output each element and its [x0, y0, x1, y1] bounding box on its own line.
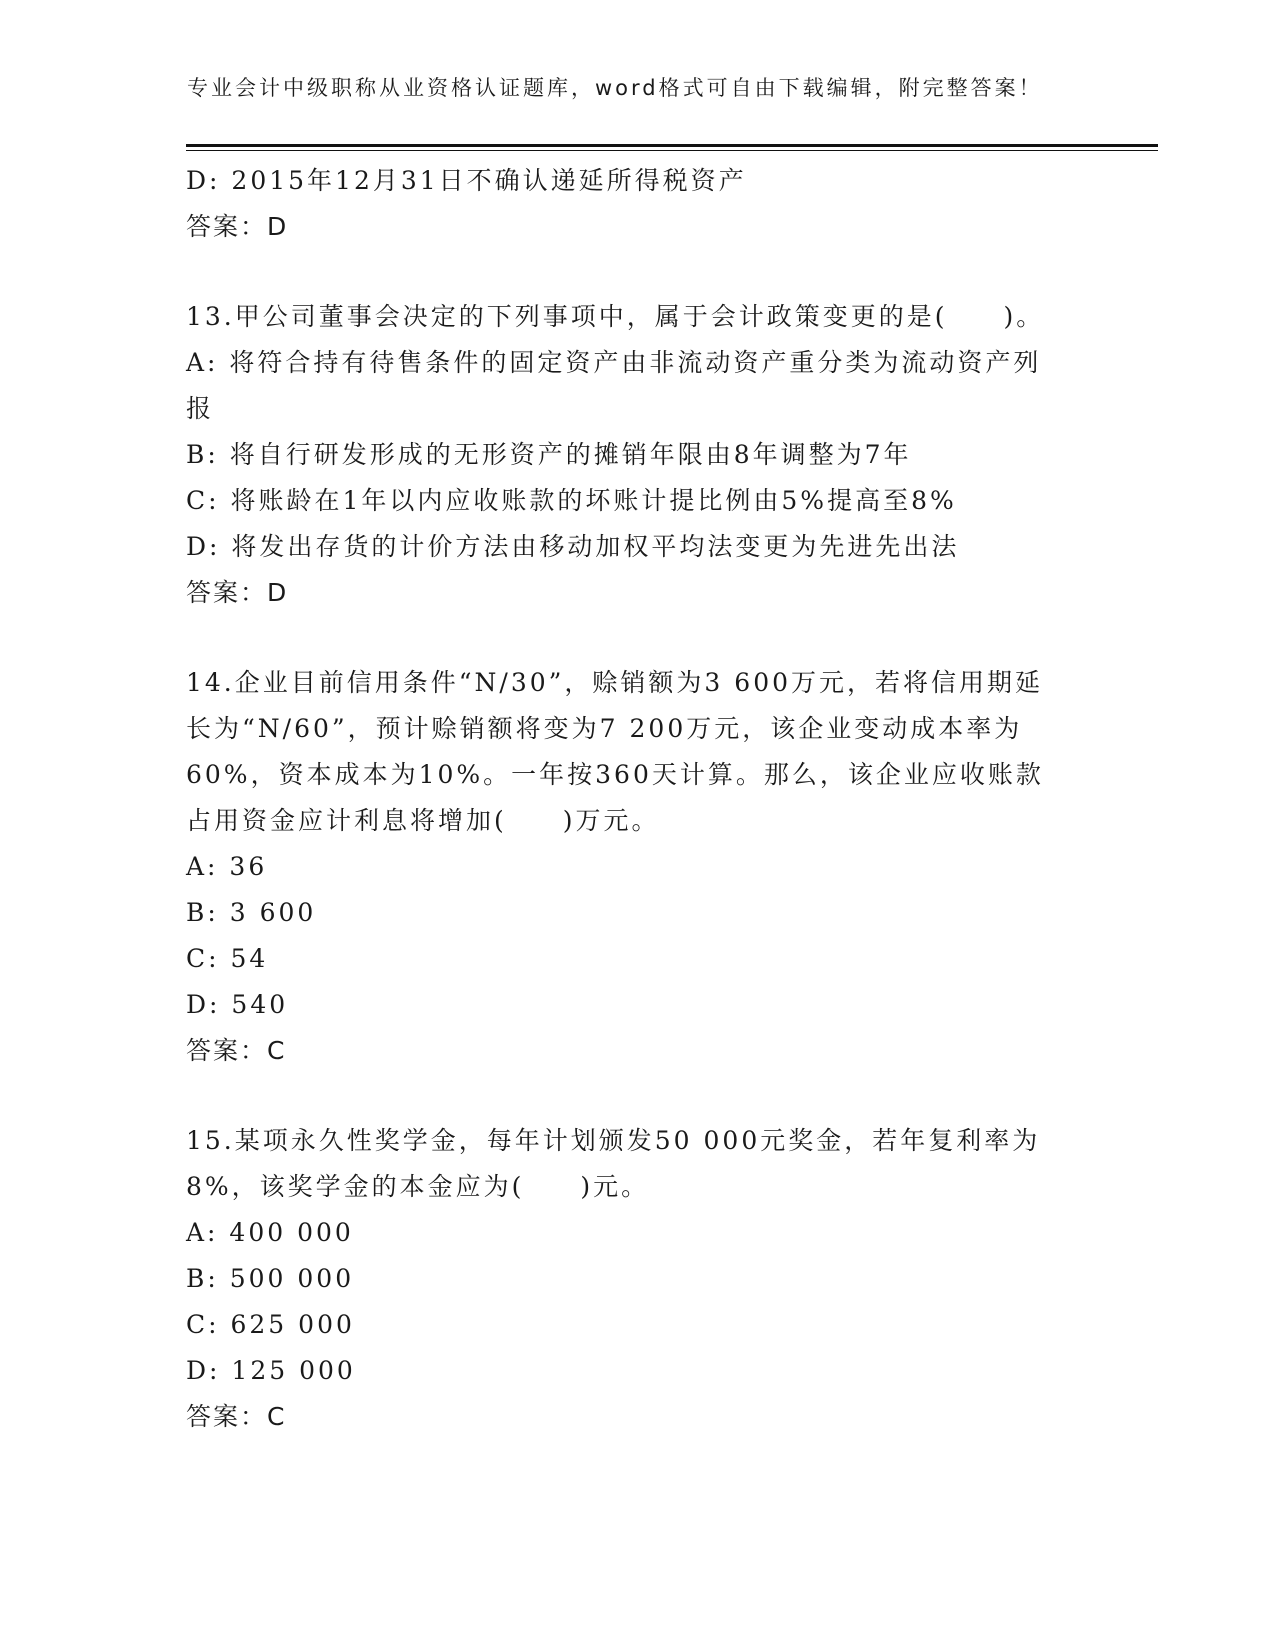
q15-option-a: A: 400 000	[186, 1218, 354, 1247]
q13-option-d: D: 将发出存货的计价方法由移动加权平均法变更为先进先出法	[186, 532, 960, 561]
q14-option-c: C: 54	[186, 944, 269, 973]
q15-stem-line1: 15.某项永久性奖学金，每年计划颁发50 000元奖金，若年复利率为	[186, 1126, 1041, 1155]
spacer	[186, 616, 1086, 660]
q13-option-a-cont: 报	[186, 394, 215, 423]
q14-answer: 答案：C	[186, 1036, 287, 1065]
q14-stem-line4: 占用资金应计利息将增加( )万元。	[186, 806, 660, 835]
prev-answer: 答案：D	[186, 212, 289, 241]
page-header: 专业会计中级职称从业资格认证题库，word格式可自由下载编辑，附完整答案！	[187, 76, 1043, 100]
q13-option-c: C: 将账龄在1年以内应收账款的坏账计提比例由5%提高至8%	[186, 486, 957, 515]
q14-option-b: B: 3 600	[186, 898, 317, 927]
q15-option-c: C: 625 000	[186, 1310, 355, 1339]
q15-option-b: B: 500 000	[186, 1264, 355, 1293]
q14-option-d: D: 540	[186, 990, 289, 1019]
question-14	[186, 660, 1086, 1074]
question-content	[186, 158, 1086, 1440]
q13-answer: 答案：D	[186, 578, 289, 607]
q13-option-b: B: 将自行研发形成的无形资产的摊销年限由8年调整为7年	[186, 440, 912, 469]
q13-stem: 13.甲公司董事会决定的下列事项中，属于会计政策变更的是( )。	[186, 302, 1045, 331]
spacer	[186, 1074, 1086, 1118]
spacer	[186, 250, 1086, 294]
q15-option-d: D: 125 000	[186, 1356, 356, 1385]
q14-option-a: A: 36	[186, 852, 268, 881]
header-rule-thick	[186, 144, 1158, 147]
question-13	[186, 294, 1086, 616]
question-15	[186, 1118, 1086, 1440]
q14-stem-line2: 长为“N/60”，预计赊销额将变为7 200万元，该企业变动成本率为	[186, 714, 1023, 743]
q14-stem-line1: 14.企业目前信用条件“N/30”，赊销额为3 600万元，若将信用期延	[186, 668, 1044, 697]
prev-option-d: D: 2015年12月31日不确认递延所得税资产	[186, 166, 747, 195]
q15-answer: 答案：C	[186, 1402, 287, 1431]
header-rule-thin	[186, 150, 1158, 151]
q15-stem-line2: 8%，该奖学金的本金应为( )元。	[186, 1172, 650, 1201]
q13-option-a: A: 将符合持有待售条件的固定资产由非流动资产重分类为流动资产列	[186, 348, 1042, 377]
q14-stem-line3: 60%，资本成本为10%。一年按360天计算。那么，该企业应收账款	[186, 760, 1044, 789]
